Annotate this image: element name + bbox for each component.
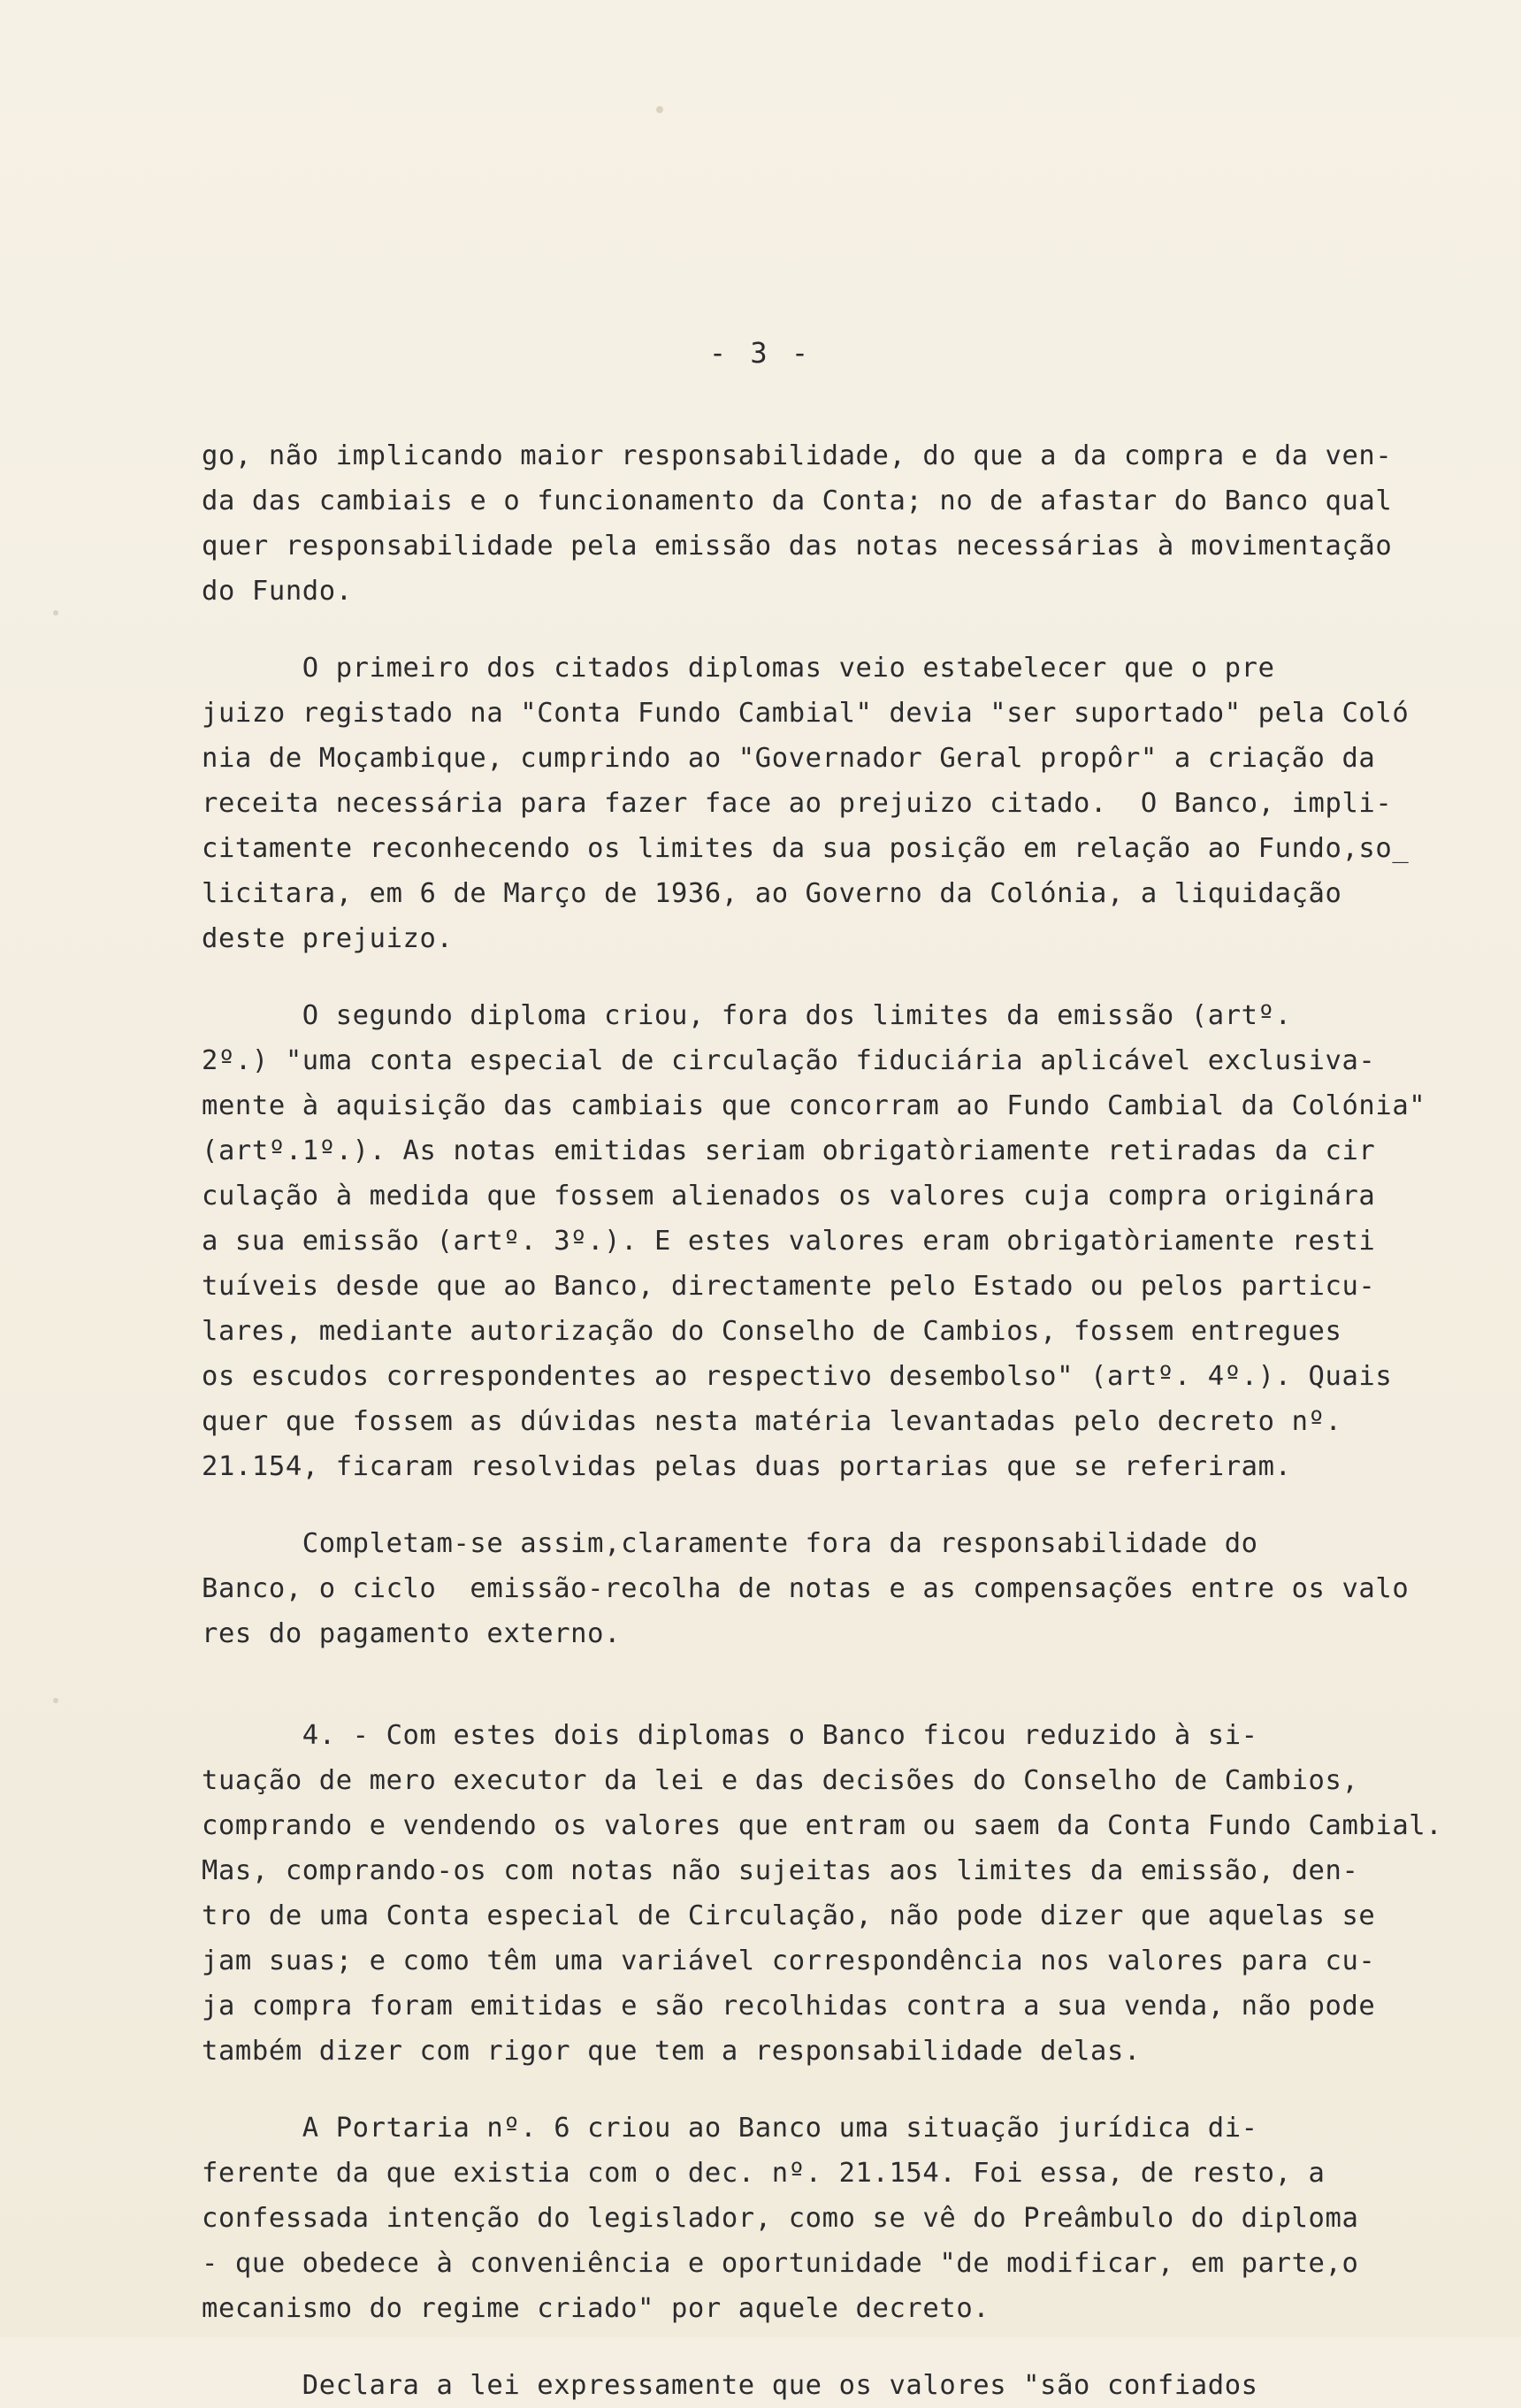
text-line: confessada intenção do legislador, como se vê do Preâmbulo do diploma (202, 2203, 1359, 2234)
text-line: citamente reconhecendo os limites da sua posição em relação ao Fundo,so_ (202, 833, 1410, 864)
paragraph-gap (202, 1489, 1466, 1521)
text-line: lares, mediante autorização do Conselho de Cambios, fossem entregues (202, 1316, 1342, 1347)
paragraph (202, 2106, 1466, 2331)
text-line: mecanismo do regime criado" por aquele decreto. (202, 2293, 990, 2324)
text-line: tro de uma Conta especial de Circulação, não pode dizer que aquelas se (202, 1900, 1376, 1931)
text-line: 21.154, ficaram resolvidas pelas duas portarias que se referiram. (202, 1451, 1292, 1482)
paragraph (202, 1713, 1466, 2074)
paragraph-gap (202, 961, 1466, 993)
text-line: tuação de mero executor da lei e das decisões do Conselho de Cambios, (202, 1765, 1359, 1796)
paper-mark (53, 610, 58, 615)
text-line: juizo registado na "Conta Fundo Cambial" devia "ser suportado" pela Coló (202, 698, 1410, 729)
text-line: go, não implicando maior responsabilidade, do que a da compra e da ven- (202, 440, 1393, 471)
text-line: res do pagamento externo. (202, 1618, 622, 1649)
text-line: Declara a lei expressamente que os valores "são confiados (202, 2370, 1258, 2401)
paragraph-gap (202, 2074, 1466, 2106)
text-line: Mas, comprando-os com notas não sujeitas aos limites da emissão, den- (202, 1855, 1359, 1886)
text-line: os escudos correspondentes ao respectivo desembolso" (artº. 4º.). Quais (202, 1361, 1393, 1392)
paragraph (202, 2363, 1466, 2408)
text-line: nia de Moçambique, cumprindo ao "Governador Geral propôr" a criação da (202, 743, 1376, 774)
text-line: (artº.1º.). As notas emitidas seriam obrigatòriamente retiradas da cir (202, 1135, 1376, 1166)
text-line: tuíveis desde que ao Banco, directamente pelo Estado ou pelos particu- (202, 1271, 1376, 1302)
text-line: Completam-se assim,claramente fora da responsabilidade do (202, 1528, 1258, 1559)
paper-mark (656, 106, 663, 113)
paragraph-gap (202, 2331, 1466, 2363)
text-line: da das cambiais e o funcionamento da Conta; no de afastar do Banco qual (202, 485, 1393, 516)
paragraph-gap (202, 1656, 1466, 1713)
body-text (202, 433, 1466, 2408)
paragraph (202, 433, 1466, 614)
text-line: 4. - Com estes dois diplomas o Banco ficou reduzido à si- (202, 1720, 1258, 1751)
text-line: A Portaria nº. 6 criou ao Banco uma situação jurídica di- (202, 2113, 1258, 2144)
text-line: licitara, em 6 de Março de 1936, ao Governo da Colónia, a liquidação (202, 878, 1342, 909)
text-line: deste prejuizo. (202, 923, 454, 954)
text-line: O segundo diploma criou, fora dos limites da emissão (artº. (202, 1000, 1292, 1031)
text-line: também dizer com rigor que tem a responsabilidade delas. (202, 2036, 1141, 2067)
paper-mark (53, 1698, 58, 1703)
paragraph (202, 1521, 1466, 1656)
text-line: 2º.) "uma conta especial de circulação fiduciária aplicável exclusiva- (202, 1045, 1376, 1076)
text-line: quer que fossem as dúvidas nesta matéria levantadas pelo decreto nº. (202, 1406, 1342, 1437)
text-line: culação à medida que fossem alienados os valores cuja compra originára (202, 1181, 1376, 1212)
text-line: quer responsabilidade pela emissão das notas necessárias à movimentação (202, 531, 1393, 562)
text-line: a sua emissão (artº. 3º.). E estes valores eram obrigatòriamente resti (202, 1226, 1376, 1257)
text-line: receita necessária para fazer face ao prejuizo citado. O Banco, impli- (202, 788, 1393, 819)
text-line: jam suas; e como têm uma variável correspondência nos valores para cu- (202, 1946, 1376, 1976)
text-line: comprando e vendendo os valores que entram ou saem da Conta Fundo Cambial. (202, 1810, 1443, 1841)
text-line: do Fundo. (202, 576, 353, 607)
text-line: - que obedece à conveniência e oportunidade "de modificar, em parte,o (202, 2248, 1359, 2279)
paragraph (202, 646, 1466, 961)
text-line: ferente da que existia com o dec. nº. 21.154. Foi essa, de resto, a (202, 2158, 1326, 2189)
paragraph (202, 993, 1466, 1489)
text-line: Banco, o ciclo emissão-recolha de notas e as compensações entre os valo (202, 1573, 1410, 1604)
text-line: mente à aquisição das cambiais que concorram ao Fundo Cambial da Colónia" (202, 1090, 1426, 1121)
text-line: O primeiro dos citados diplomas veio estabelecer que o pre (202, 653, 1275, 684)
paragraph-gap (202, 614, 1466, 646)
text-line: ja compra foram emitidas e são recolhidas contra a sua venda, não pode (202, 1991, 1376, 2022)
page-number: - 3 - (708, 336, 813, 370)
